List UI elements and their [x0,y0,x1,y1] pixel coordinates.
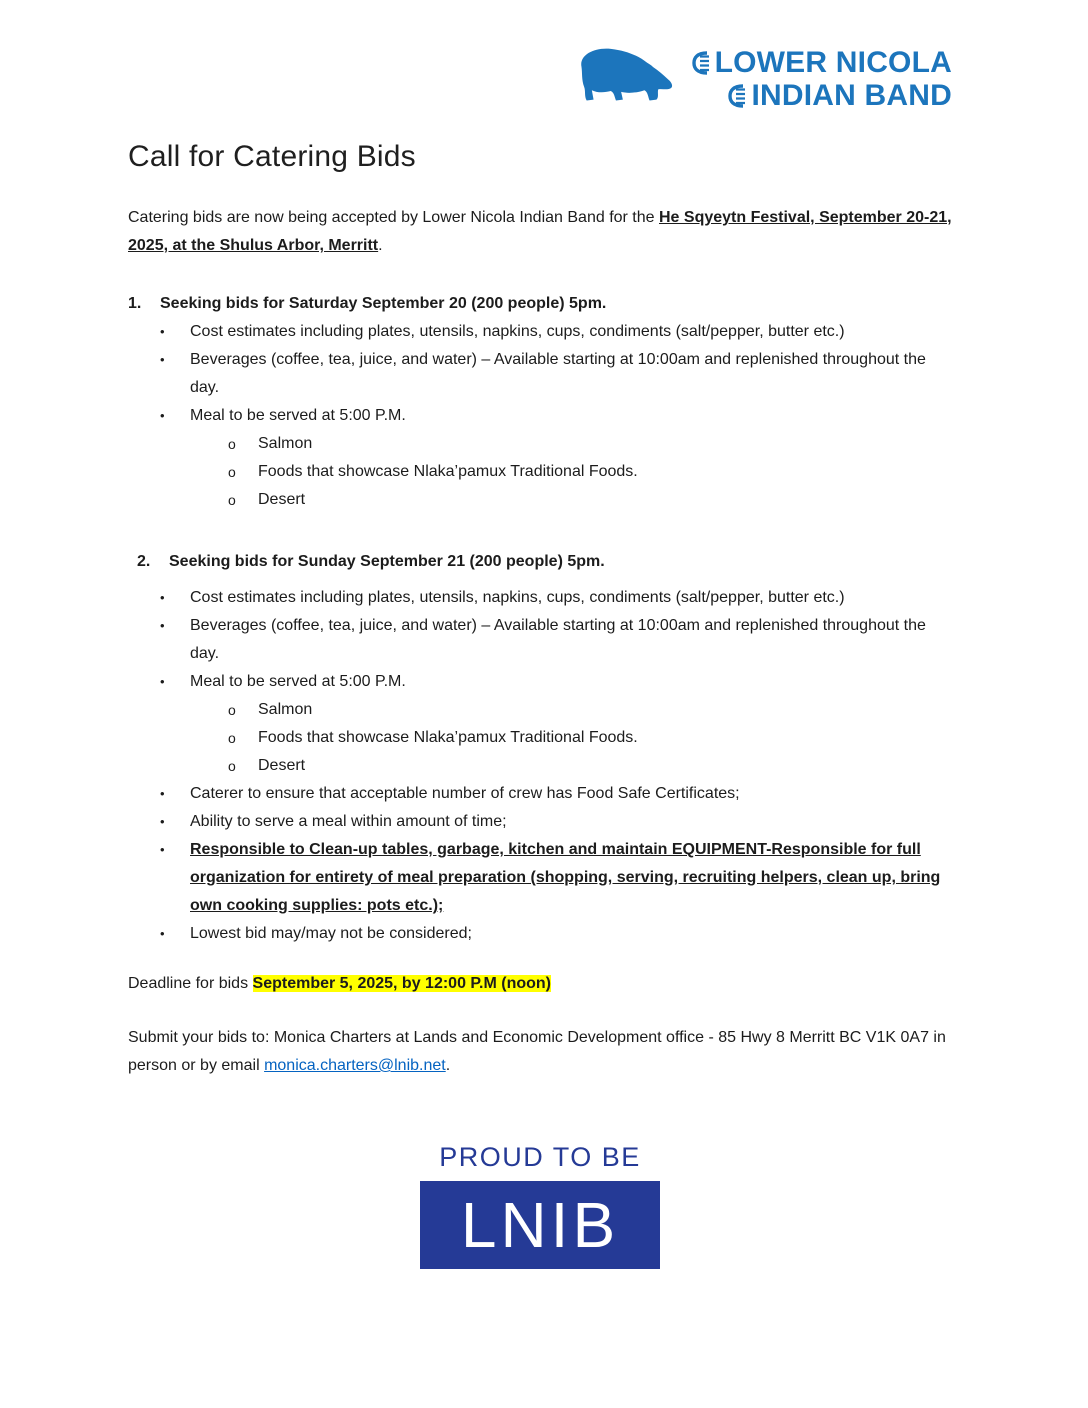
section2-heading-text: Seeking bids for Sunday September 21 (200 people) 5pm. [169,553,605,570]
list-item [128,486,952,514]
intro-paragraph [128,204,952,260]
list-item-text: Salmon [258,701,313,718]
list-item-text: Meal to be served at 5:00 P.M. [190,407,406,424]
bullet-marker: • [160,618,165,633]
list-item [128,318,952,346]
circle-marker: o [228,436,236,452]
circle-marker: o [228,464,236,480]
lnib-logo-text: LNIB [460,1189,620,1261]
org-wordmark-line2 [692,79,952,112]
list-item-text: Cost estimates including plates, utensils, napkins, cups, condiments (salt/pepper, butter etc.) [190,323,845,340]
intro-suffix: . [378,237,383,254]
header [128,0,952,114]
circle-marker: o [228,730,236,746]
list-item-text: Salmon [258,435,313,452]
section1-heading-text: Seeking bids for Saturday September 20 (200 people) 5pm. [160,295,607,312]
bullet-marker: • [160,324,165,339]
list-item-text: Beverages (coffee, tea, juice, and water) – Available starting at 10:00am and replenished throughout the day. [190,617,926,662]
bullet-marker: • [160,590,165,605]
page-title: Call for Catering Bids [128,140,416,173]
list-item [128,920,952,948]
deadline-line [128,970,952,998]
circle-marker: o [228,758,236,774]
bullet-marker: • [160,814,165,829]
deadline-prefix: Deadline for bids [128,975,253,992]
circle-marker: o [228,492,236,508]
section1-bullets [128,318,952,514]
submit-suffix: . [445,1057,451,1074]
list-item-text: Caterer to ensure that acceptable number of crew has Food Safe Certificates; [190,785,740,802]
footer-logo [128,1142,952,1269]
deadline-highlight: September 5, 2025, by 12:00 P.M (noon) [252,975,551,992]
bullet-marker: • [160,674,165,689]
list-item-text: Desert [258,491,306,508]
list-item-text: Foods that showcase Nlaka’pamux Traditional Foods. [258,463,638,480]
list-item [128,430,952,458]
bullet-marker: • [160,408,165,423]
lnib-logo-box [420,1181,660,1269]
list-item-text: Foods that showcase Nlaka’pamux Traditional Foods. [258,729,638,746]
list-item-text: Beverages (coffee, tea, juice, and water) – Available starting at 10:00am and replenished throughout the day. [190,351,926,396]
circle-marker: o [228,702,236,718]
section1-heading [128,290,952,318]
list-item [128,836,952,920]
list-item-text: Ability to serve a meal within amount of time; [190,813,507,830]
list-item [128,808,952,836]
bullet-marker: • [160,842,165,857]
section2-bullets [128,584,952,948]
org-wordmark [692,46,952,112]
section1-number: 1. [128,295,142,312]
email-link[interactable]: monica.charters@lnib.net [264,1057,446,1074]
submit-paragraph [128,1024,952,1080]
bullet-marker: • [160,926,165,941]
bullet-marker: • [160,352,165,367]
bear-icon [566,44,678,114]
list-item [128,346,952,402]
list-item [128,780,952,808]
org-name-line1: LOWER NICOLA [714,46,952,79]
section2-number: 2. [137,553,151,570]
list-item-text: Lowest bid may/may not be considered; [190,925,472,942]
proud-tagline: PROUD TO BE [439,1142,641,1172]
list-item [128,584,952,612]
bullet-marker: • [160,786,165,801]
list-item-text: Cost estimates including plates, utensils, napkins, cups, condiments (salt/pepper, butter etc.) [190,589,845,606]
intro-text: Catering bids are now being accepted by Lower Nicola Indian Band for the [128,209,659,226]
list-item [128,612,952,668]
syllabic-glyph-icon [692,51,712,75]
org-name-line2: INDIAN BAND [751,79,952,112]
list-item [128,752,952,780]
org-wordmark-line1 [692,46,952,79]
submit-text: Submit your bids to: Monica Charters at Lands and Economic Development office - 85 Hwy 8 Merritt BC V1K 0A7 in person or by email [128,1029,946,1074]
syllabic-glyph-icon [728,84,748,108]
list-item [128,402,952,430]
list-item [128,696,952,724]
responsibility-clause: Responsible to Clean-up tables, garbage, kitchen and maintain EQUIPMENT-Responsible for full organization for entirety of meal preparation (shopping, serving, recruiting helpers, clean up, bring own cooking supplies: pots etc.); [190,841,941,914]
section2-heading [128,548,952,576]
list-item [128,724,952,752]
list-item-text: Desert [258,757,306,774]
list-item-text: Meal to be served at 5:00 P.M. [190,673,406,690]
list-item [128,668,952,696]
list-item [128,458,952,486]
festival-emphasis: He Sqyeytn Festival, September 20-21, 2025, at the Shulus Arbor, Merritt [128,209,952,254]
